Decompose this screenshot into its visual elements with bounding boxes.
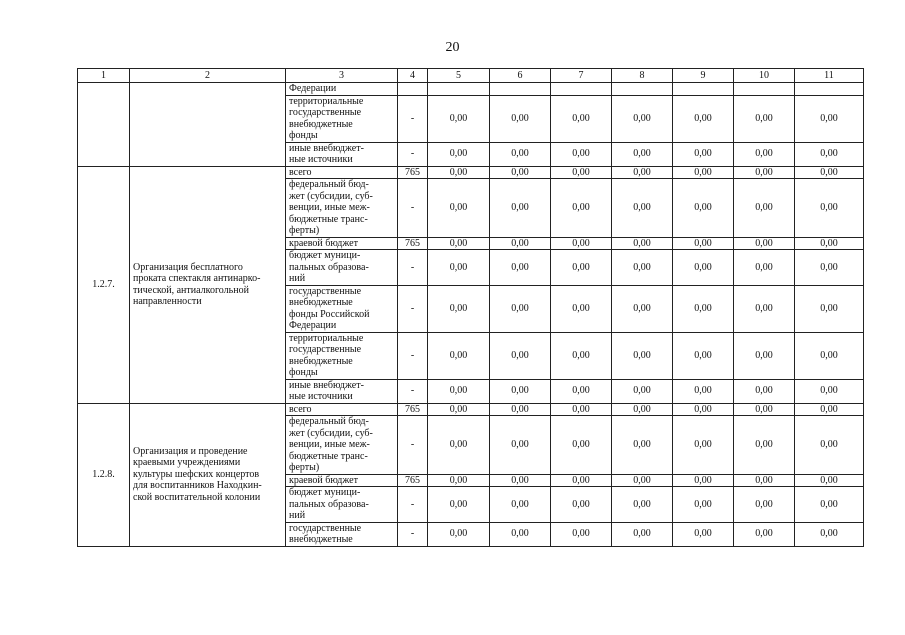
funding-source-line: жет (субсидии, суб-	[289, 427, 373, 439]
amount-value: 0,00	[551, 403, 612, 416]
column-number-header: 3	[286, 69, 398, 83]
amount-value: 0,00	[428, 179, 490, 238]
amount-value	[673, 83, 734, 96]
funding-source-line: государственные	[289, 285, 362, 297]
amount-value: 0,00	[734, 474, 795, 487]
funding-source-cell	[286, 83, 398, 96]
funding-source-cell	[286, 250, 398, 286]
amount-value: 0,00	[612, 237, 673, 250]
amount-value: 0,00	[673, 250, 734, 286]
item-description-cell	[130, 166, 286, 403]
amount-value: 0,00	[551, 142, 612, 166]
amount-value	[428, 83, 490, 96]
amount-value: 0,00	[612, 379, 673, 403]
amount-value: 0,00	[551, 250, 612, 286]
funding-source-line: федеральный бюд-	[289, 416, 369, 427]
amount-value: 0,00	[428, 166, 490, 179]
funding-source-line: краевой бюджет	[289, 237, 358, 249]
funding-source-line: иные внебюджет-	[289, 379, 364, 391]
funding-source-line: жет (субсидии, суб-	[289, 190, 373, 202]
item-description-line: ской воспитательной колонии	[133, 491, 261, 503]
funding-source-line: территориальные	[289, 332, 364, 344]
amount-value: 0,00	[428, 416, 490, 475]
amount-value: 0,00	[734, 379, 795, 403]
item-description-line: тической, антиалкогольной	[133, 284, 249, 296]
col4-value	[398, 83, 428, 96]
amount-value	[734, 83, 795, 96]
item-code-cell	[78, 83, 130, 167]
col4-value: -	[398, 522, 428, 546]
amount-value: 0,00	[551, 379, 612, 403]
funding-source-line: всего	[289, 403, 312, 415]
column-number-header: 8	[612, 69, 673, 83]
amount-value: 0,00	[795, 522, 864, 546]
funding-source-line: бюджетные транс-	[289, 450, 368, 462]
funding-source-cell	[286, 332, 398, 379]
funding-source-line: фонды	[289, 130, 318, 141]
item-description-cell	[130, 403, 286, 546]
amount-value: 0,00	[551, 285, 612, 332]
amount-value: 0,00	[490, 285, 551, 332]
amount-value: 0,00	[490, 179, 551, 238]
amount-value: 0,00	[734, 166, 795, 179]
amount-value: 0,00	[428, 474, 490, 487]
amount-value: 0,00	[673, 142, 734, 166]
amount-value: 0,00	[612, 166, 673, 179]
amount-value	[795, 83, 864, 96]
amount-value: 0,00	[734, 416, 795, 475]
funding-source-cell	[286, 237, 398, 250]
funding-source-line: краевой бюджет	[289, 474, 358, 486]
amount-value: 0,00	[673, 332, 734, 379]
amount-value: 0,00	[795, 166, 864, 179]
amount-value: 0,00	[612, 179, 673, 238]
funding-source-line: венции, иные меж-	[289, 202, 370, 213]
column-number-header: 10	[734, 69, 795, 83]
amount-value: 0,00	[551, 487, 612, 523]
amount-value: 0,00	[490, 474, 551, 487]
amount-value: 0,00	[673, 179, 734, 238]
amount-value: 0,00	[734, 403, 795, 416]
funding-source-line: фонды	[289, 367, 318, 378]
amount-value: 0,00	[428, 95, 490, 142]
amount-value: 0,00	[795, 403, 864, 416]
item-code: 1.2.8.	[92, 468, 115, 480]
column-number-header: 4	[398, 69, 428, 83]
col4-value: -	[398, 379, 428, 403]
amount-value: 0,00	[673, 285, 734, 332]
amount-value: 0,00	[734, 332, 795, 379]
amount-value: 0,00	[490, 237, 551, 250]
amount-value: 0,00	[795, 237, 864, 250]
funding-source-line: всего	[289, 166, 312, 178]
amount-value: 0,00	[673, 237, 734, 250]
amount-value: 0,00	[734, 285, 795, 332]
amount-value: 0,00	[490, 142, 551, 166]
col4-value: -	[398, 95, 428, 142]
amount-value: 0,00	[734, 487, 795, 523]
funding-source-line: внебюджетные	[289, 355, 353, 367]
item-description-cell	[130, 83, 286, 167]
funding-source-line: Федерации	[289, 320, 337, 331]
amount-value: 0,00	[673, 166, 734, 179]
table-row	[78, 166, 864, 179]
funding-source-cell	[286, 522, 398, 546]
funding-source-line: фонды Российской	[289, 308, 370, 320]
funding-source-cell	[286, 379, 398, 403]
col4-value: -	[398, 142, 428, 166]
amount-value	[612, 83, 673, 96]
amount-value: 0,00	[612, 95, 673, 142]
funding-source-line: бюджет муници-	[289, 250, 361, 261]
amount-value: 0,00	[551, 179, 612, 238]
funding-source-line: пальных образова-	[289, 261, 369, 273]
amount-value: 0,00	[612, 522, 673, 546]
amount-value	[490, 83, 551, 96]
col4-value: -	[398, 250, 428, 286]
amount-value: 0,00	[795, 416, 864, 475]
amount-value: 0,00	[612, 416, 673, 475]
col4-value: -	[398, 487, 428, 523]
amount-value: 0,00	[551, 416, 612, 475]
column-number-header: 1	[78, 69, 130, 83]
amount-value: 0,00	[795, 179, 864, 238]
funding-source-line: ний	[289, 273, 306, 284]
amount-value: 0,00	[428, 332, 490, 379]
amount-value: 0,00	[551, 95, 612, 142]
funding-source-line: внебюджетные	[289, 534, 353, 545]
funding-source-cell	[286, 403, 398, 416]
amount-value: 0,00	[734, 237, 795, 250]
amount-value: 0,00	[673, 474, 734, 487]
amount-value: 0,00	[612, 142, 673, 166]
amount-value: 0,00	[551, 474, 612, 487]
amount-value: 0,00	[734, 179, 795, 238]
funding-source-line: внебюджетные	[289, 118, 353, 130]
amount-value: 0,00	[428, 522, 490, 546]
amount-value: 0,00	[428, 142, 490, 166]
amount-value: 0,00	[795, 474, 864, 487]
funding-source-line: Федерации	[289, 83, 337, 94]
column-number-header: 11	[795, 69, 864, 83]
item-description-line: Организация бесплатного	[133, 261, 243, 273]
funding-source-line: внебюджетные	[289, 297, 353, 308]
amount-value: 0,00	[551, 522, 612, 546]
funding-source-line: венции, иные меж-	[289, 439, 370, 450]
amount-value: 0,00	[734, 522, 795, 546]
col4-value: -	[398, 285, 428, 332]
item-code-cell	[78, 166, 130, 403]
amount-value: 0,00	[490, 166, 551, 179]
amount-value: 0,00	[795, 142, 864, 166]
col4-value: -	[398, 332, 428, 379]
funding-source-line: ные источники	[289, 391, 353, 402]
amount-value: 0,00	[490, 332, 551, 379]
amount-value: 0,00	[490, 487, 551, 523]
item-description-line: культуры шефских концертов	[133, 468, 260, 480]
page-number: 20	[445, 40, 460, 55]
amount-value: 0,00	[490, 403, 551, 416]
amount-value: 0,00	[734, 142, 795, 166]
column-number-header: 7	[551, 69, 612, 83]
amount-value: 0,00	[673, 416, 734, 475]
amount-value: 0,00	[673, 95, 734, 142]
funding-source-cell	[286, 285, 398, 332]
col4-value: 765	[398, 237, 428, 250]
funding-source-line: бюджет муници-	[289, 487, 361, 498]
funding-source-cell	[286, 95, 398, 142]
amount-value: 0,00	[673, 379, 734, 403]
funding-source-line: иные внебюджет-	[289, 142, 364, 154]
amount-value: 0,00	[490, 95, 551, 142]
item-description-line: для воспитанников Находкин-	[133, 480, 262, 492]
amount-value: 0,00	[428, 487, 490, 523]
item-description-line: Организация и проведение	[133, 445, 248, 457]
amount-value: 0,00	[428, 379, 490, 403]
amount-value: 0,00	[795, 379, 864, 403]
funding-source-line: государственные	[289, 522, 362, 534]
amount-value: 0,00	[490, 416, 551, 475]
col4-value: 765	[398, 474, 428, 487]
amount-value: 0,00	[795, 285, 864, 332]
funding-source-cell	[286, 474, 398, 487]
funding-source-cell	[286, 179, 398, 238]
amount-value: 0,00	[795, 332, 864, 379]
amount-value: 0,00	[551, 237, 612, 250]
amount-value: 0,00	[734, 95, 795, 142]
amount-value: 0,00	[490, 522, 551, 546]
item-description-line: направленности	[133, 296, 202, 307]
amount-value: 0,00	[490, 379, 551, 403]
item-code: 1.2.7.	[92, 278, 115, 290]
amount-value: 0,00	[612, 474, 673, 487]
col4-value: -	[398, 416, 428, 475]
budget-table	[77, 68, 864, 547]
amount-value: 0,00	[428, 285, 490, 332]
amount-value: 0,00	[673, 522, 734, 546]
amount-value: 0,00	[612, 487, 673, 523]
funding-source-line: пальных образова-	[289, 498, 369, 510]
funding-source-line: ферты)	[289, 462, 320, 473]
amount-value: 0,00	[428, 403, 490, 416]
column-number-header: 2	[130, 69, 286, 83]
amount-value: 0,00	[673, 487, 734, 523]
amount-value: 0,00	[551, 166, 612, 179]
item-description-line: проката спектакля антинарко-	[133, 273, 261, 284]
table-row	[78, 403, 864, 416]
amount-value: 0,00	[428, 237, 490, 250]
item-code-cell	[78, 403, 130, 546]
amount-value: 0,00	[673, 403, 734, 416]
funding-source-line: ний	[289, 510, 306, 521]
funding-source-line: территориальные	[289, 95, 364, 107]
funding-source-line: государственные	[289, 344, 362, 355]
funding-source-line: ферты)	[289, 225, 320, 236]
column-number-row	[78, 69, 864, 83]
funding-source-line: ные источники	[289, 154, 353, 165]
funding-source-line: федеральный бюд-	[289, 179, 369, 190]
column-number-header: 6	[490, 69, 551, 83]
amount-value: 0,00	[795, 95, 864, 142]
funding-source-line: бюджетные транс-	[289, 213, 368, 225]
amount-value: 0,00	[612, 332, 673, 379]
amount-value: 0,00	[551, 332, 612, 379]
table-row	[78, 83, 864, 96]
amount-value: 0,00	[612, 285, 673, 332]
amount-value: 0,00	[734, 250, 795, 286]
col4-value: 765	[398, 166, 428, 179]
funding-source-cell	[286, 166, 398, 179]
amount-value: 0,00	[428, 250, 490, 286]
amount-value: 0,00	[612, 403, 673, 416]
funding-source-cell	[286, 487, 398, 523]
item-description-line: краевыми учреждениями	[133, 457, 241, 469]
funding-source-cell	[286, 416, 398, 475]
funding-source-cell	[286, 142, 398, 166]
col4-value: -	[398, 179, 428, 238]
funding-source-line: государственные	[289, 107, 362, 118]
amount-value	[551, 83, 612, 96]
amount-value: 0,00	[490, 250, 551, 286]
amount-value: 0,00	[795, 487, 864, 523]
amount-value: 0,00	[795, 250, 864, 286]
column-number-header: 9	[673, 69, 734, 83]
amount-value: 0,00	[612, 250, 673, 286]
column-number-header: 5	[428, 69, 490, 83]
col4-value: 765	[398, 403, 428, 416]
